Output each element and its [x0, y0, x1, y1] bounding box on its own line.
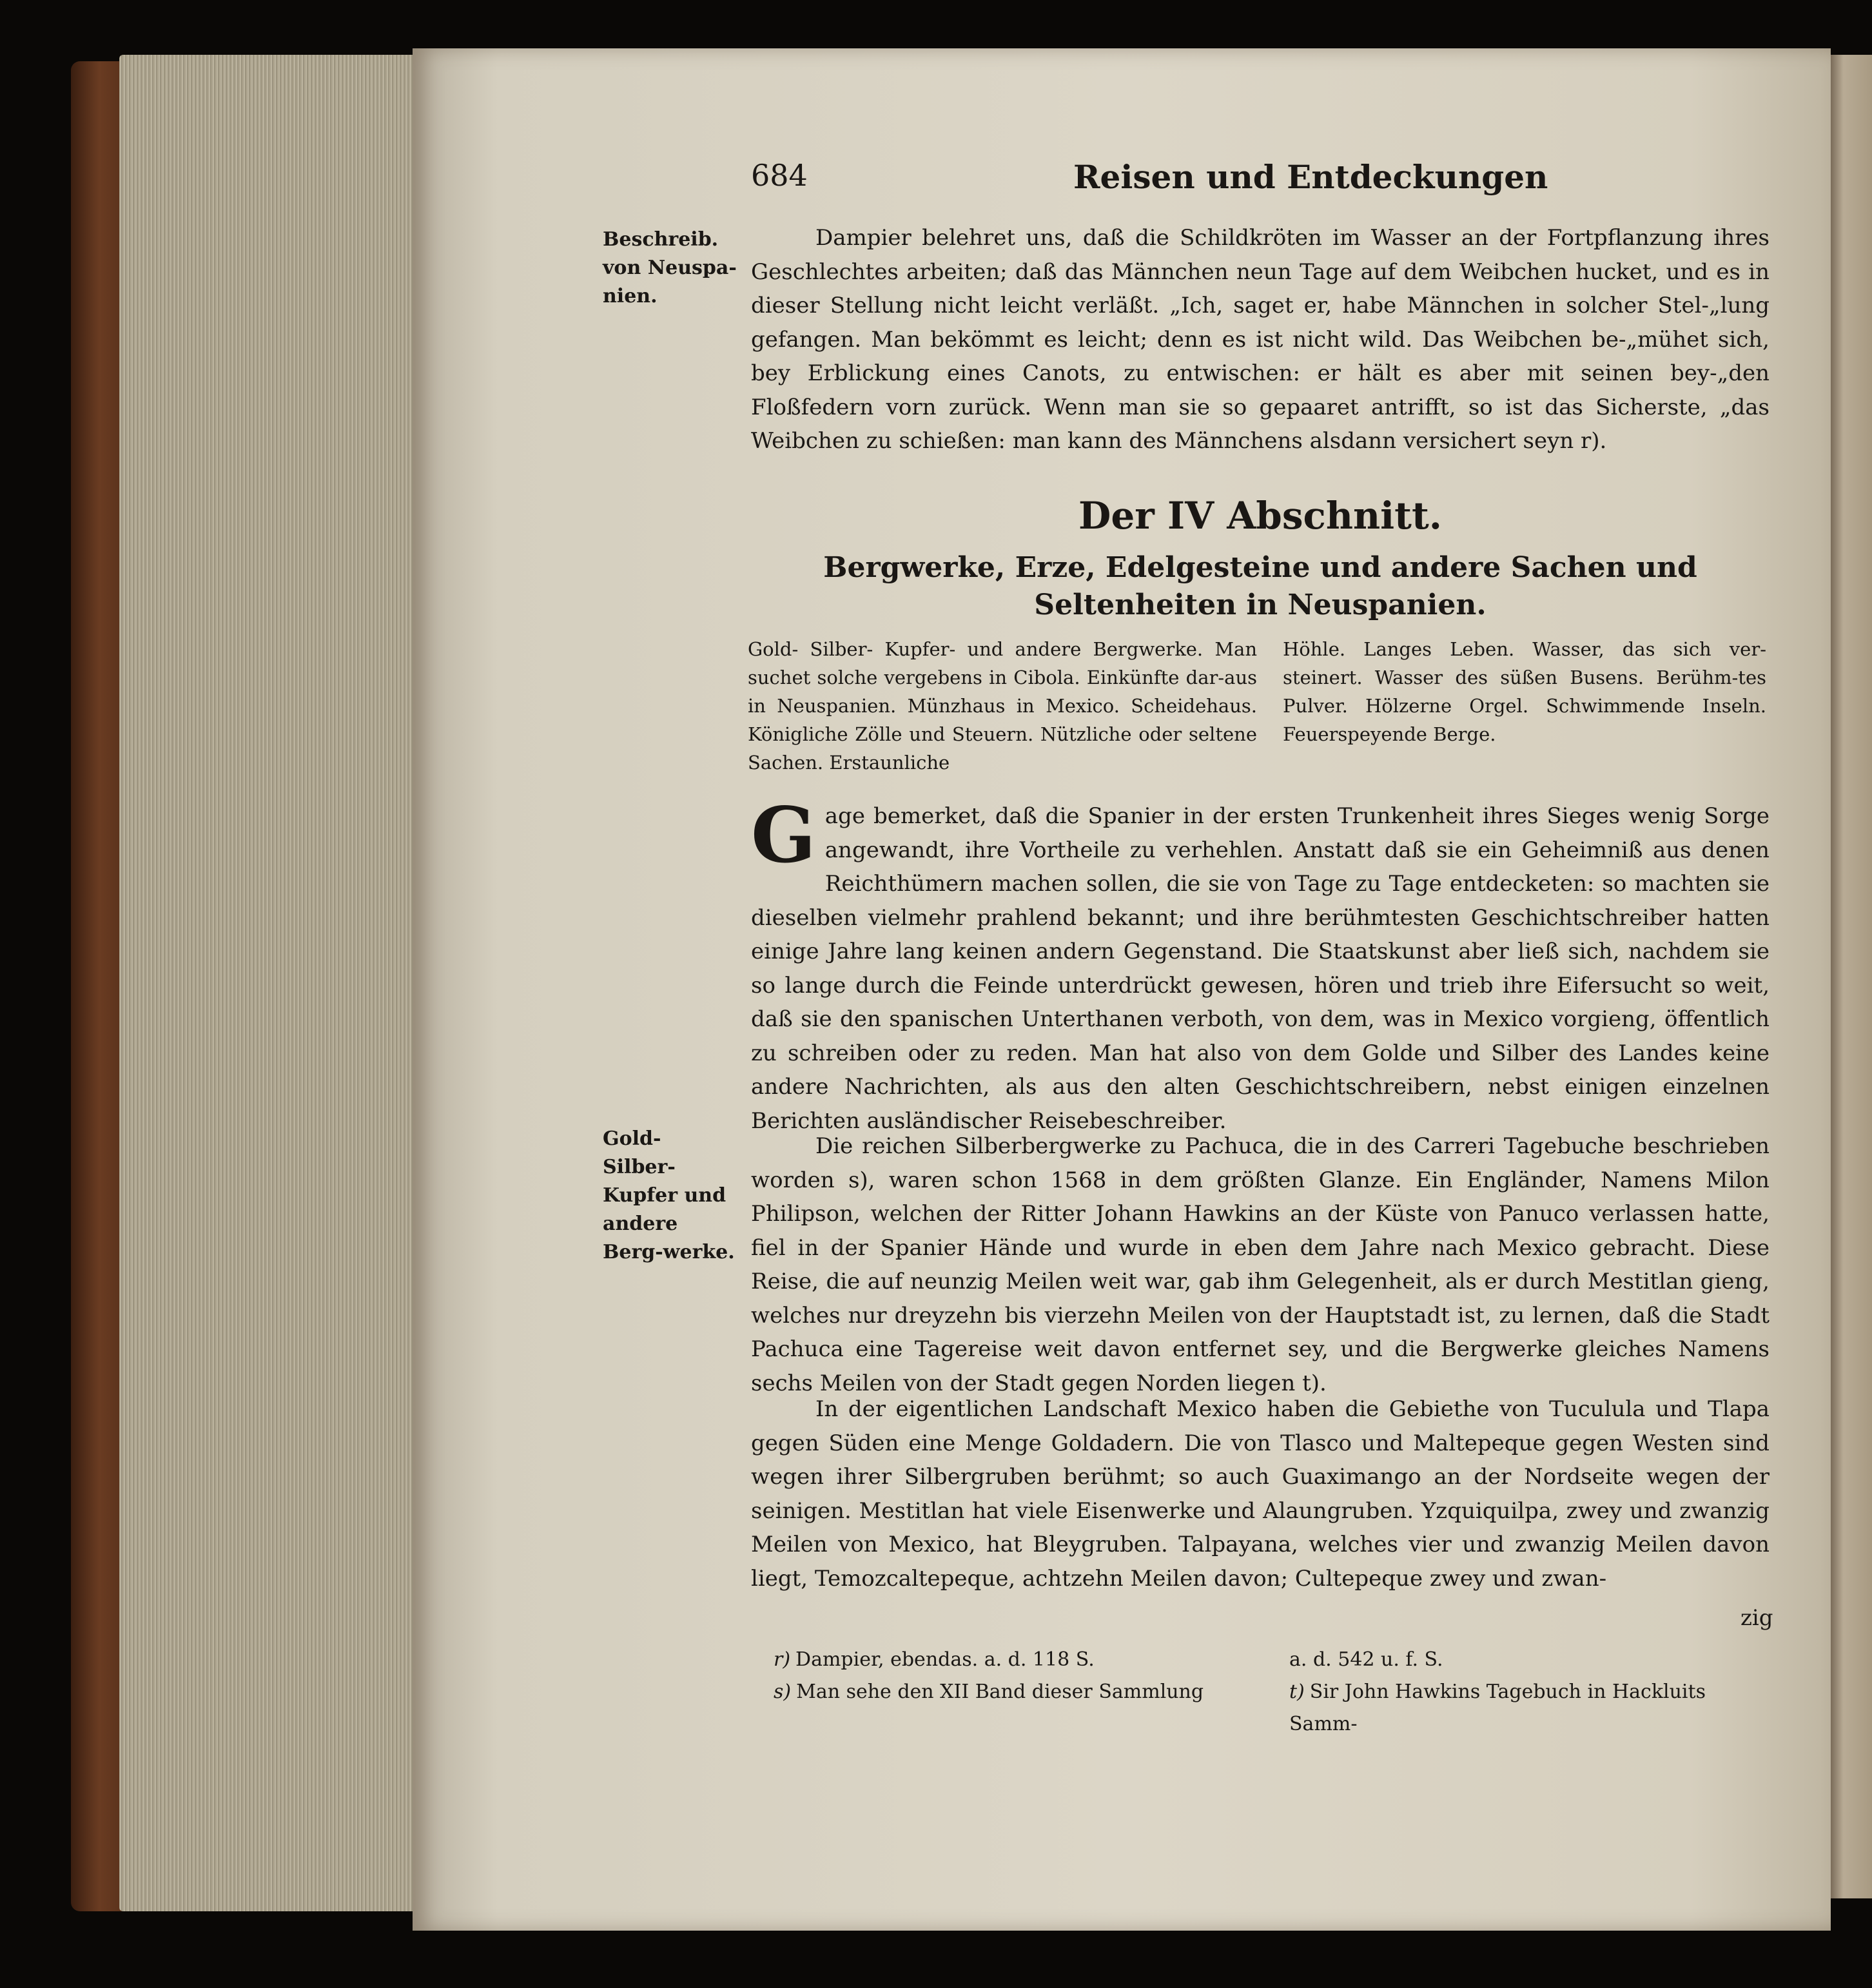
footnote-marker: r)	[774, 1648, 791, 1671]
paragraph-text: age bemerket, daß die Spanier in der ersten Trunkenheit ihres Sieges wenig Sorge angewandt, ihre Vortheile zu verhehlen. Anstatt daß sie ein Geheimniß aus denen Reichthümern machen sollen, die sie von Tage zu Tage entdecketen: so machten sie dieselben vielmehr prahlend bekannt; und ihre berühmtesten Geschichtschreiber hatten einige Jahre lang keinen andern Gegenstand. Die Staatskunst aber ließ sich, nachdem sie so lange durch die Feinde unterdrückt gewesen, hören und trieb ihre Eifersucht so weit, daß sie den spanischen Unterthanen verboth, von dem, was in Mexico vorgieng, öffentlich zu schreiben oder zu reden. Man hat also von dem Golde und Silber des Landes keine andere Nachrichten, als aus den alten Geschichtschreibern, nebst einigen einzelnen Berichten ausländischer Reisebeschreiber.	[751, 803, 1770, 1134]
footnote-marker: s)	[774, 1681, 792, 1703]
page-number: 684	[751, 158, 808, 193]
paragraph-gage	[751, 790, 1770, 1134]
section-subtitle: Bergwerke, Erze, Edelgesteine und andere Sachen und Seltenheiten in Neuspanien.	[823, 551, 1697, 621]
paragraph-text: In der eigentlichen Landschaft Mexico haben die Gebiethe von Tuculula und Tlapa gegen Süden eine Menge Goldadern. Die von Tlasco und Maltepeque gegen Westen sind wegen ihrer Silbergruben berühmt; so auch Guaximango an der Nordseite wegen der seinigen. Mestitlan hat viele Eisenwerke und Alaungruben. Yzquiquilpa, zwey und zwanzig Meilen von Mexico, hat Bleygruben. Talpayana, welches vier und zwanzig Meilen davon liegt, Temozcaltepeque, achtzehn Meilen davon; Cultepeque zwey und zwan-	[751, 1396, 1770, 1592]
facing-page-edge	[1824, 55, 1872, 1898]
summary-column-left: Gold- Silber- Kupfer- und andere Bergwerke. Man suchet solche vergebens in Cibola. Einkünfte dar-aus in Neuspanien. Münzhaus in Mexico. Scheidehaus. Königliche Zölle und Steuern. Nützliche oder seltene Sachen. Erstaunliche	[748, 638, 1257, 774]
section-heading	[751, 490, 1770, 624]
paragraph-pachuca	[751, 1129, 1770, 1396]
paragraph-body	[751, 790, 1770, 1138]
paragraph-dampier	[751, 221, 1770, 460]
footnote-t	[1289, 1676, 1766, 1740]
running-title: Reisen und Entdeckungen	[1073, 158, 1548, 196]
paragraph-text: Dampier belehret uns, daß die Schildkröten im Wasser an der Fortpflanzung ihres Geschlechtes arbeiten; daß das Männchen neun Tage auf dem Weibchen hucket, und es in dieser Stellung nicht leicht verläßt. „Ich, saget er, habe Männchen in solcher Stel-„lung gefangen. Man bekömmt es leicht; denn es ist nicht wild. Das Weibchen be-„mühet sich, bey Erblickung eines Canots, zu entwischen: er hält es aber mit seinen bey-„den Floßfedern vorn zurück. Wenn man sie so gepaaret antrifft, so ist das Sicherste, „das Weibchen zu schießen: man kann des Männchens alsdann versichert seyn r).	[751, 225, 1770, 454]
paragraph-mexico-mines	[751, 1392, 1770, 1657]
drop-cap: G	[751, 790, 816, 880]
footnote-r	[774, 1644, 1283, 1676]
catchword: zig	[1740, 1605, 1773, 1631]
paragraph-text: Die reichen Silberbergwerke zu Pachuca, die in des Carreri Tagebuche beschrieben worden s), waren schon 1568 in dem größten Glanze. Ein Engländer, Namens Milon Philipson, welchen der Ritter Johann Hawkins an der Küste von Panuco verlassen hatte, fiel in der Spanier Hände und wurde in eben dem Jahre nach Mexico gebracht. Diese Reise, die auf neunzig Meilen weit war, gab ihm Gelegenheit, als er durch Mestitlan gieng, welches nur dreyzehn bis vierzehn Meilen von der Hauptstadt ist, zu lernen, daß die Stadt Pachuca eine Tagereise weit davon entfernet sey, und die Bergwerke gleiches Namens sechs Meilen von der Stadt gegen Norden liegen t).	[751, 1133, 1770, 1396]
section-title: Der IV Abschnitt.	[1078, 494, 1442, 538]
footnote-marker: t)	[1289, 1681, 1305, 1703]
margin-note-description: Beschreib. von Neuspa-nien.	[603, 228, 737, 307]
footnote-column-right	[1289, 1644, 1766, 1740]
margin-note-mines: Gold- Silber- Kupfer und andere Berg-werke.	[603, 1127, 735, 1263]
page-block-edges	[119, 55, 422, 1911]
footnote-text: Dampier, ebendas. a. d. 118 S.	[795, 1648, 1095, 1671]
footnote-column-left	[774, 1644, 1283, 1708]
running-head	[751, 158, 1757, 203]
footnote-s-continued: a. d. 542 u. f. S.	[1289, 1648, 1443, 1671]
summary-column-right: Höhle. Langes Leben. Wasser, das sich ver-steinert. Wasser des süßen Busens. Berühm-tes Pulver. Hölzerne Orgel. Schwimmende Inseln. Feuerspeyende Berge.	[1283, 638, 1766, 745]
footnote-text: Man sehe den XII Band dieser Sammlung	[796, 1681, 1204, 1703]
footnote-text: Sir John Hawkins Tagebuch in Hackluits Samm-	[1289, 1681, 1706, 1735]
footnote-s	[774, 1676, 1283, 1708]
